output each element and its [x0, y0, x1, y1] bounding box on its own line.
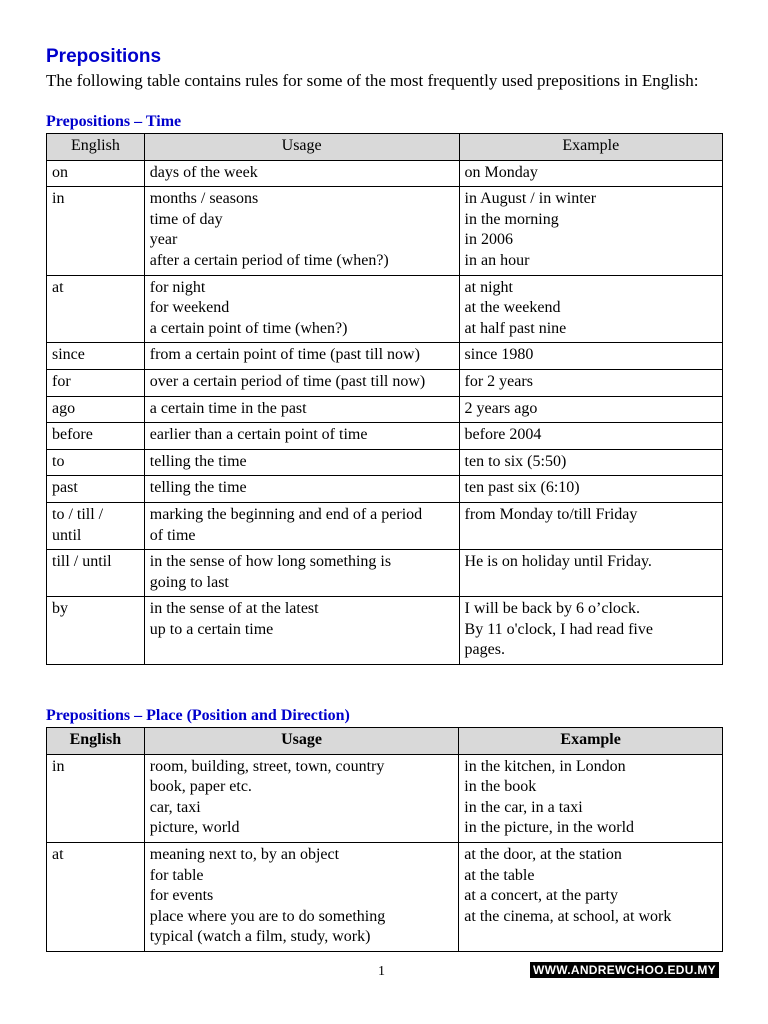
cell-text-line: at the table — [464, 866, 535, 884]
cell-text-line: car, taxi — [149, 798, 201, 816]
cell-english — [47, 842, 145, 951]
column-header-usage: Usage — [144, 134, 459, 161]
cell-english — [47, 160, 145, 187]
table-row — [47, 550, 723, 597]
cell-text-line: at — [52, 278, 64, 296]
cell-usage — [144, 187, 459, 275]
place-prepositions-table — [46, 727, 723, 952]
cell-example — [459, 842, 723, 951]
cell-text-line: on Monday — [464, 163, 538, 181]
cell-english — [47, 754, 145, 842]
cell-text-line: a certain time in the past — [149, 399, 307, 417]
cell-usage — [144, 754, 459, 842]
cell-english — [47, 449, 145, 476]
cell-text-line: typical (watch a film, study, work) — [149, 928, 371, 946]
cell-english — [47, 187, 145, 275]
place-section-heading: Prepositions – Place (Position and Direction) — [46, 707, 350, 724]
cell-text-line: in the picture, in the world — [464, 819, 635, 837]
page-title: Prepositions — [46, 46, 162, 67]
column-header-example: Example — [459, 134, 722, 161]
cell-text-line: telling the time — [149, 452, 247, 470]
cell-example — [459, 502, 722, 549]
cell-text-line: from a certain point of time (past till now) — [149, 346, 420, 364]
cell-text-line: in — [52, 190, 65, 208]
column-header-example: Example — [459, 728, 723, 755]
cell-example — [459, 343, 722, 370]
cell-text-line: past — [52, 479, 78, 497]
cell-usage — [144, 449, 459, 476]
cell-text-line: to — [52, 452, 65, 470]
cell-text-line: He is on holiday until Friday. — [464, 553, 652, 571]
cell-example — [459, 476, 722, 503]
cell-text-line: on — [52, 163, 68, 181]
table-row — [47, 754, 723, 842]
cell-text-line: in the kitchen, in London — [464, 757, 626, 775]
cell-english — [47, 396, 145, 423]
footer-url-badge: WWW.ANDREWCHOO.EDU.MY — [530, 962, 719, 978]
column-header-english: English — [47, 728, 145, 755]
table-row — [47, 502, 723, 549]
time-table-body — [47, 160, 723, 664]
table-row — [47, 597, 723, 665]
cell-text-line: at a concert, at the party — [464, 887, 618, 905]
table-header-row — [47, 134, 723, 161]
cell-example — [459, 187, 722, 275]
time-section-heading: Prepositions – Time — [46, 113, 182, 130]
cell-text-line: before — [52, 426, 93, 444]
cell-text-line: meaning next to, by an object — [149, 845, 340, 863]
cell-text-line: for 2 years — [464, 372, 533, 390]
cell-text-line: time of day — [149, 210, 223, 228]
cell-text-line: for weekend — [149, 299, 230, 317]
time-prepositions-table — [46, 133, 723, 665]
page-number: 1 — [378, 964, 385, 979]
cell-text-line: ten to six (5:50) — [464, 452, 567, 470]
cell-english — [47, 476, 145, 503]
cell-english — [47, 343, 145, 370]
cell-text-line: I will be back by 6 o’clock. — [464, 600, 641, 618]
cell-text-line: earlier than a certain point of time — [149, 426, 368, 444]
cell-text-line: since — [52, 346, 85, 364]
cell-text-line: in the car, in a taxi — [464, 798, 583, 816]
cell-text-line: days of the week — [149, 163, 258, 181]
cell-text-line: in August / in winter — [464, 190, 597, 208]
column-header-usage: Usage — [144, 728, 459, 755]
table-row — [47, 369, 723, 396]
cell-example — [459, 396, 722, 423]
cell-text-line: till / until — [52, 553, 112, 571]
table-row — [47, 275, 723, 343]
cell-usage — [144, 396, 459, 423]
cell-example — [459, 275, 722, 343]
cell-text-line: By 11 o'clock, I had read five — [464, 620, 653, 638]
cell-text-line: in the sense of at the latest — [149, 600, 319, 618]
cell-text-line: before 2004 — [464, 426, 542, 444]
place-table-body — [47, 754, 723, 951]
cell-text-line: picture, world — [149, 819, 240, 837]
cell-text-line: by — [52, 600, 68, 618]
cell-text-line: a certain point of time (when?) — [149, 319, 348, 337]
cell-usage — [144, 842, 459, 951]
cell-example — [459, 160, 722, 187]
cell-example — [459, 423, 722, 450]
cell-usage — [144, 369, 459, 396]
cell-text-line: months / seasons — [149, 190, 259, 208]
cell-english — [47, 369, 145, 396]
cell-usage — [144, 423, 459, 450]
table-row — [47, 343, 723, 370]
cell-text-line: in the morning — [464, 210, 559, 228]
cell-english — [47, 275, 145, 343]
cell-text-line: after a certain period of time (when?) — [149, 251, 389, 269]
cell-text-line: year — [149, 231, 178, 249]
table-header-row — [47, 728, 723, 755]
cell-text-line: since 1980 — [464, 346, 534, 364]
cell-text-line: for night — [149, 278, 206, 296]
cell-text-line: at the door, at the station — [464, 845, 622, 863]
cell-usage — [144, 502, 459, 549]
cell-usage — [144, 343, 459, 370]
cell-usage — [144, 550, 459, 597]
cell-text-line: at night — [464, 278, 513, 296]
cell-text-line: in — [52, 757, 65, 775]
cell-usage — [144, 275, 459, 343]
cell-text-line: for events — [149, 887, 214, 905]
cell-text-line: 2 years ago — [464, 399, 538, 417]
cell-text-line: in 2006 — [464, 231, 513, 249]
cell-text-line: at half past nine — [464, 319, 567, 337]
cell-text-line: until — [52, 526, 82, 544]
column-header-english: English — [47, 134, 145, 161]
cell-text-line: ago — [52, 399, 76, 417]
cell-text-line: of time — [149, 526, 196, 544]
cell-text-line: pages. — [464, 641, 505, 659]
cell-text-line: over a certain period of time (past till now) — [149, 372, 426, 390]
table-row — [47, 160, 723, 187]
table-row — [47, 476, 723, 503]
cell-example — [459, 449, 722, 476]
cell-text-line: room, building, street, town, country — [149, 757, 385, 775]
cell-text-line: at the weekend — [464, 299, 561, 317]
cell-text-line: telling the time — [149, 479, 247, 497]
cell-english — [47, 423, 145, 450]
intro-text: The following table contains rules for some of the most frequently used prepositions in English: — [46, 71, 699, 90]
cell-example — [459, 369, 722, 396]
cell-usage — [144, 597, 459, 665]
cell-example — [459, 754, 723, 842]
cell-text-line: to / till / — [52, 505, 104, 523]
cell-example — [459, 597, 722, 665]
cell-text-line: up to a certain time — [149, 620, 274, 638]
table-row — [47, 423, 723, 450]
cell-text-line: from Monday to/till Friday — [464, 505, 638, 523]
table-row — [47, 187, 723, 275]
cell-text-line: in an hour — [464, 251, 530, 269]
cell-english — [47, 597, 145, 665]
table-row — [47, 842, 723, 951]
cell-text-line: in the book — [464, 778, 537, 796]
cell-text-line: at — [52, 845, 64, 863]
cell-text-line: marking the beginning and end of a period — [149, 505, 423, 523]
cell-text-line: place where you are to do something — [149, 907, 386, 925]
cell-text-line: going to last — [149, 573, 229, 591]
table-row — [47, 449, 723, 476]
cell-usage — [144, 160, 459, 187]
cell-text-line: ten past six (6:10) — [464, 479, 580, 497]
table-row — [47, 396, 723, 423]
cell-text-line: for — [52, 372, 71, 390]
cell-text-line: in the sense of how long something is — [149, 553, 392, 571]
cell-example — [459, 550, 722, 597]
cell-text-line: for table — [149, 866, 204, 884]
cell-usage — [144, 476, 459, 503]
cell-text-line: book, paper etc. — [149, 778, 252, 796]
cell-text-line: at the cinema, at school, at work — [464, 907, 672, 925]
cell-english — [47, 502, 145, 549]
cell-english — [47, 550, 145, 597]
